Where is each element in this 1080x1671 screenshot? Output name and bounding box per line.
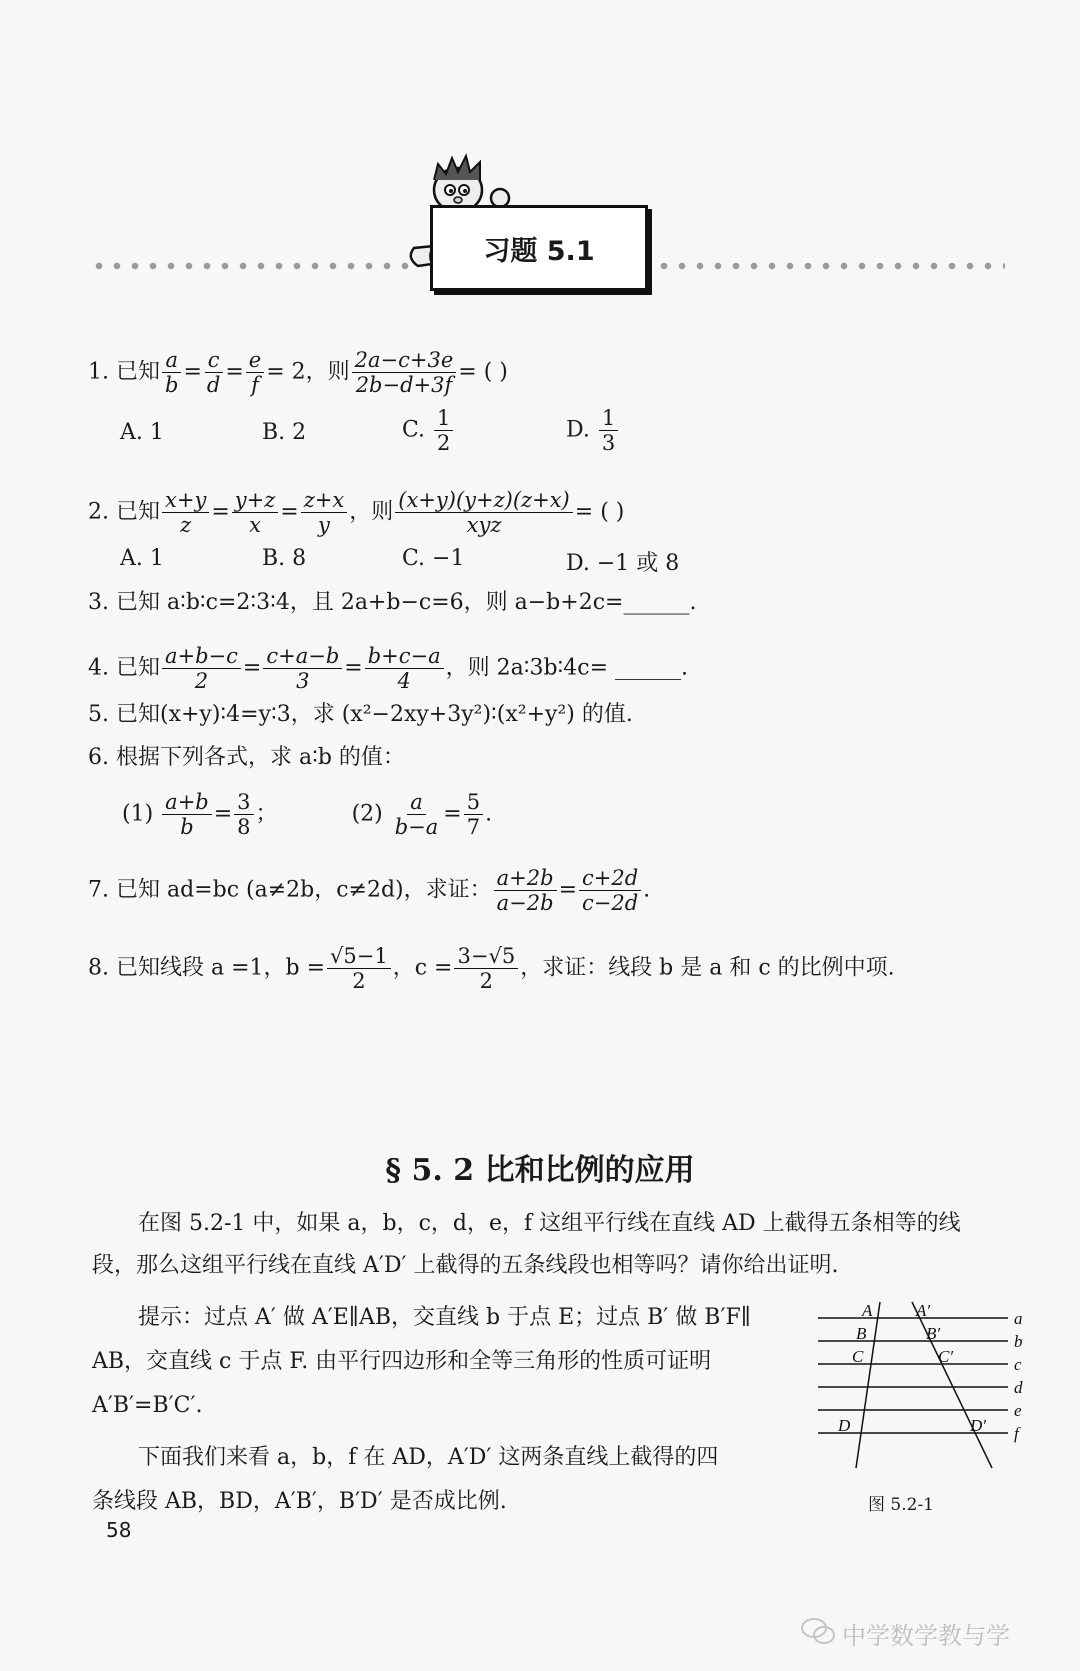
figure-label-f: f — [1014, 1424, 1019, 1443]
problem-8: 8. 已知线段 a =1，b = $\frac{√5-1}{2}$ ，c = $\frac{3-√5}{2}$ ，求证：线段 b 是 a 和 c 的比例中项. — [88, 944, 895, 993]
p2-option-c: C. −1 — [402, 546, 465, 571]
exercise-title: 习题 5.1 — [483, 235, 595, 267]
figure-point-C: C — [852, 1347, 864, 1366]
figure-point-A: A — [862, 1301, 873, 1320]
problem-6-parts: (1) $\frac{a+b}{b}$ = $\frac{3}{8}$ ； (2) $\frac{a}{b-a}$ = $\frac{5}{7}$ . — [122, 790, 493, 839]
section-para-3-line-2: 条线段 AB，BD，A′B′，B′D′ 是否成比例. — [92, 1489, 507, 1514]
p2-option-b: B. 8 — [262, 546, 307, 571]
p1-option-a: A. 1 — [120, 420, 164, 445]
dotted-rule-left — [90, 262, 420, 270]
section-para-2-line-2: AB，交直线 c 于点 F. 由平行四边形和全等三角形的性质可证明 — [92, 1349, 712, 1374]
figure-point-A-prime: A′ — [916, 1301, 931, 1320]
problem-4: 4. 已知 $\frac{a+b-c}{2}$ = $\frac{c+a-b}{3}$ = $\frac{b+c-a}{4}$ ，则 2a∶3b∶4c= ______. — [88, 644, 689, 693]
figure-point-D-prime: D′ — [970, 1416, 986, 1435]
problem-6: 6. 根据下列各式，求 a∶b 的值： — [88, 745, 405, 770]
figure-parallel-lines — [812, 1298, 1032, 1474]
section-para-3-line-1: 下面我们来看 a，b，f 在 AD，A′D′ 这两条直线上截得的四 — [138, 1445, 719, 1470]
section-para-1-line-2: 段，那么这组平行线在直线 A′D′ 上截得的五条线段也相等吗？请你给出证明. — [92, 1253, 839, 1278]
figure-point-D: D — [838, 1416, 851, 1435]
p1-option-b: B. 2 — [262, 420, 307, 445]
figure-caption: 图 5.2-1 — [868, 1495, 934, 1515]
section-para-1-line-1: 在图 5.2-1 中，如果 a，b，c，d，e，f 这组平行线在直线 AD 上截得五条相等的线 — [138, 1211, 961, 1236]
figure-label-d: d — [1014, 1378, 1023, 1397]
p2-option-d: D. −1 或 8 — [566, 551, 680, 576]
section-para-2-line-1: 提示：过点 A′ 做 A′E∥AB，交直线 b 于点 E；过点 B′ 做 B′F∥ — [138, 1305, 751, 1330]
figure-label-a: a — [1014, 1309, 1023, 1328]
section-title: § 5. 2 比和比例的应用 — [385, 1153, 695, 1188]
figure-label-b: b — [1014, 1332, 1023, 1351]
problem-1: 1. 已知 $\frac{a}{b}$ = $\frac{c}{d}$ = $\frac{e}{f}$ = 2，则 $\frac{2a-c+3e}{2b-d+3f}$ = ( ) — [88, 348, 508, 397]
exercise-title-box — [430, 205, 648, 291]
wechat-icon — [800, 1616, 836, 1646]
figure-label-e: e — [1014, 1401, 1022, 1420]
figure-point-B-prime: B′ — [926, 1324, 941, 1343]
problem-5: 5. 已知(x+y)∶4=y∶3，求 (x²−2xy+3y²)∶(x²+y²) 的值. — [88, 702, 633, 727]
figure-label-c: c — [1014, 1355, 1022, 1374]
problem-3: 3. 已知 a∶b∶c=2∶3∶4，且 2a+b−c=6，则 a−b+2c=______. — [88, 590, 697, 615]
watermark-text: 中学数学教与学 — [842, 1622, 1010, 1650]
problem-7: 7. 已知 ad=bc (a≠2b，c≠2d)，求证： $\frac{a+2b}{a-2b}$ = $\frac{c+2d}{c-2d}$ . — [88, 866, 651, 915]
page-number: 58 — [106, 1518, 132, 1542]
p1-option-c: C. $\frac{1}{2}$ — [402, 406, 455, 455]
section-para-2-line-3: A′B′=B′C′. — [92, 1393, 203, 1418]
p1-option-d: D. $\frac{1}{3}$ — [566, 406, 620, 455]
dotted-rule-right — [655, 262, 1005, 270]
figure-point-B: B — [856, 1324, 867, 1343]
problem-2: 2. 已知 $\frac{x+y}{z}$ = $\frac{y+z}{x}$ = $\frac{z+x}{y}$ ，则 $\frac{(x+y)(y+z)(z+x)}{\text{xyz}}$ = ( ) — [88, 488, 625, 537]
p2-option-a: A. 1 — [120, 546, 164, 571]
figure-point-C-prime: C′ — [938, 1347, 954, 1366]
